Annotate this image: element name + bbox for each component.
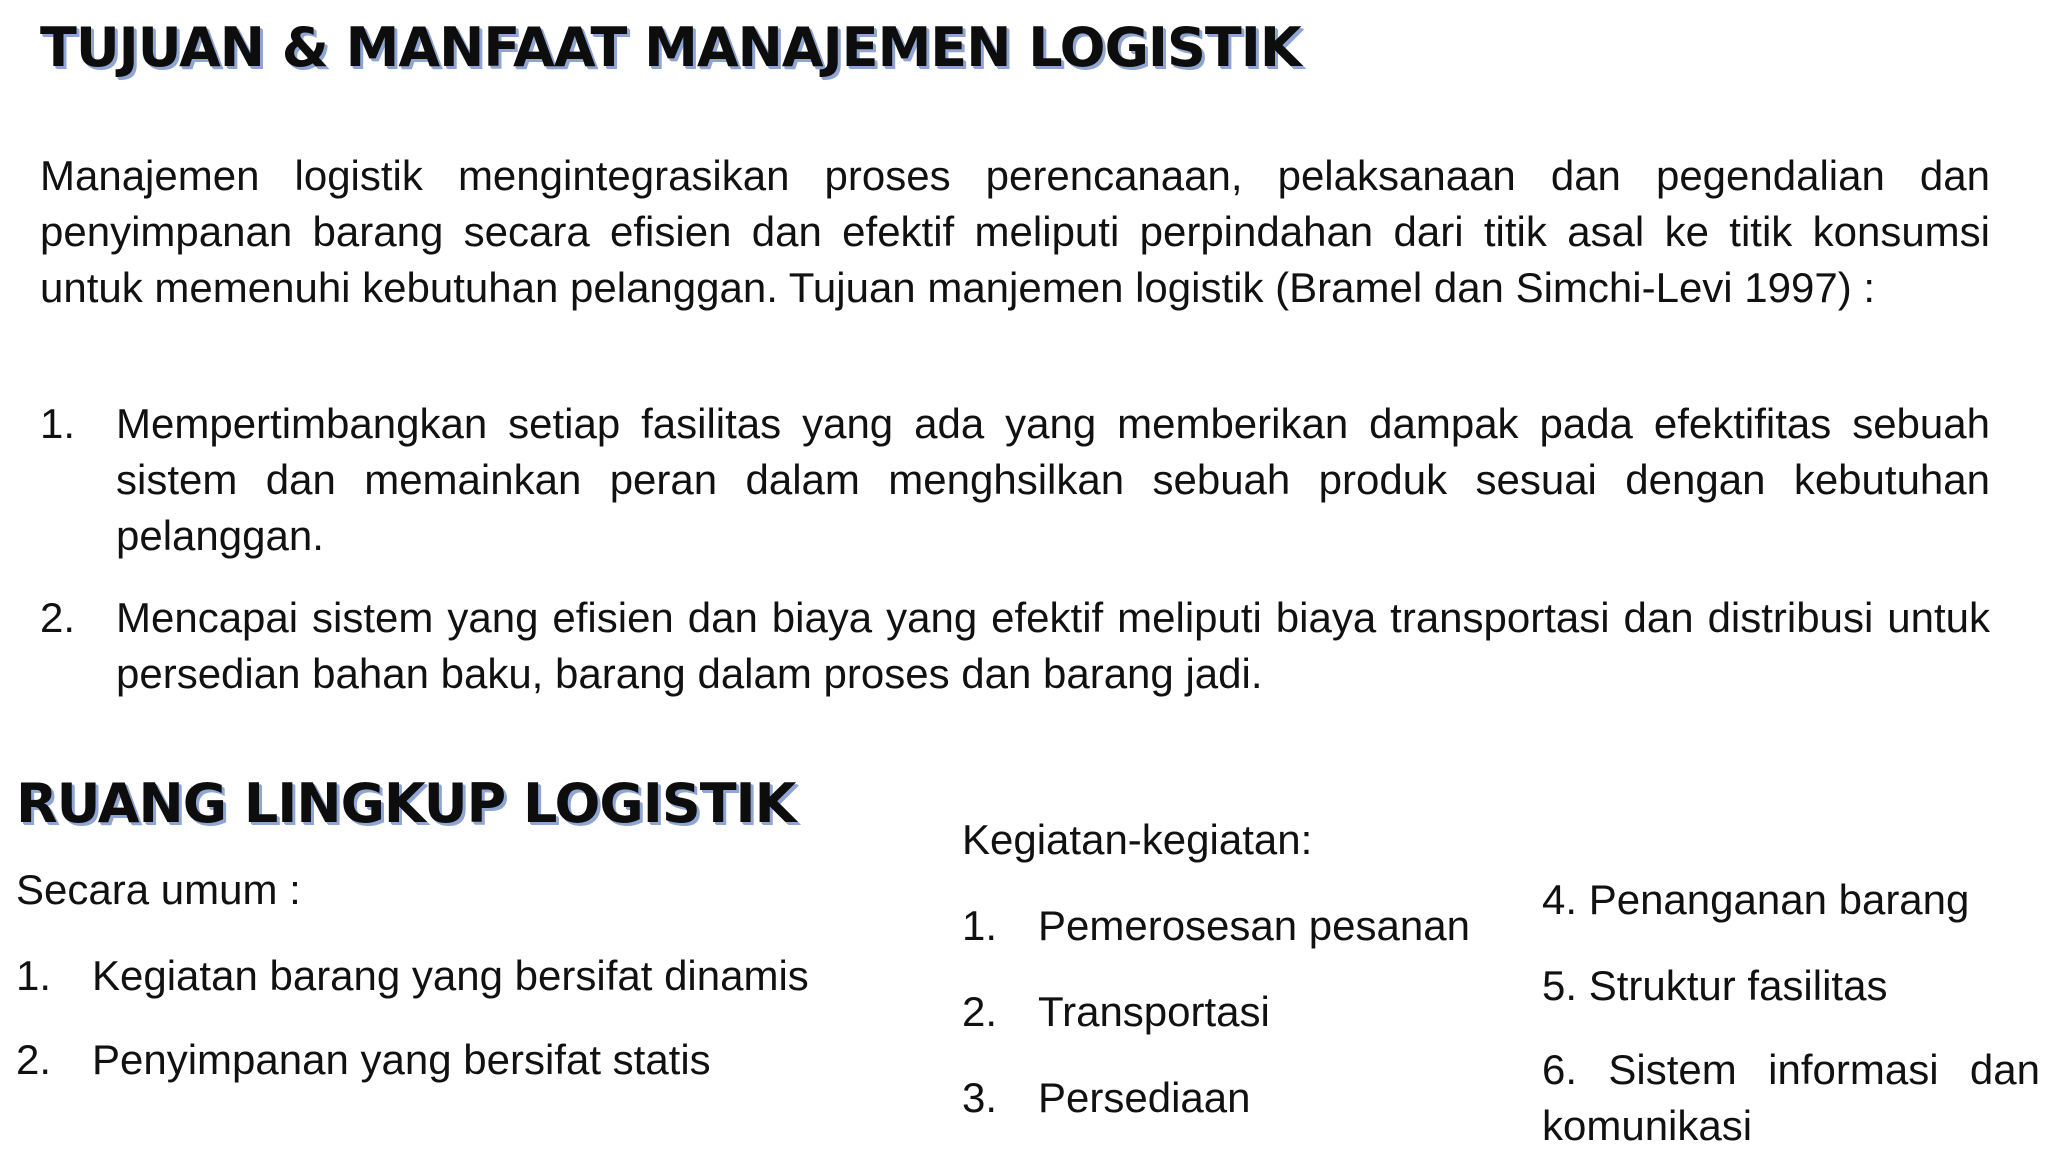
activity-text: Persediaan xyxy=(1038,1074,1251,1121)
activity-number: 2. xyxy=(962,988,998,1035)
activity-item xyxy=(962,898,1470,954)
activity-item xyxy=(1542,1042,2040,1154)
goals-list xyxy=(40,396,1990,728)
activity-item: 5. Struktur fasilitas xyxy=(1542,962,1888,1009)
activity-number: 3. xyxy=(962,1074,998,1121)
goal-number: 1. xyxy=(40,400,76,447)
activity-text-line1: 6. Sistem informasi dan xyxy=(1542,1046,2040,1093)
scope-intro: Secara umum : xyxy=(16,866,301,913)
scope-number: 1. xyxy=(16,952,52,999)
goal-text: Mempertimbangkan setiap fasilitas yang ada yang memberikan dampak pada efektifitas sebuah sistem dan memainkan peran dalam menghsilkan sebuah produk sesuai dengan kebutuhan pelanggan. xyxy=(116,400,1990,559)
activity-item xyxy=(962,984,1270,1040)
scope-text: Penyimpanan yang bersifat statis xyxy=(92,1036,711,1083)
activities-label: Kegiatan-kegiatan: xyxy=(962,816,1313,863)
goal-item xyxy=(40,396,1990,564)
activity-text-line2: komunikasi xyxy=(1542,1102,1753,1149)
goal-text: Mencapai sistem yang efisien dan biaya yang efektif meliputi biaya transportasi dan distribusi untuk persedian bahan baku, barang dalam proses dan barang jadi. xyxy=(116,594,1990,697)
goal-number: 2. xyxy=(40,594,76,641)
intro-paragraph: Manajemen logistik mengintegrasikan proses perencanaan, pelaksanaan dan pegendalian dan penyimpanan barang secara efisien dan efektif meliputi perpindahan dari titik asal ke titik konsumsi untuk memenuhi kebutuhan pelanggan. Tujuan manjemen logistik (Bramel dan Simchi-Levi 1997) : xyxy=(40,152,1990,311)
scope-item xyxy=(16,948,809,1004)
goal-item xyxy=(40,590,1990,702)
activity-number: 1. xyxy=(962,902,998,949)
section-title-scope: RUANG LINGKUP LOGISTIK xyxy=(16,772,796,835)
scope-text: Kegiatan barang yang bersifat dinamis xyxy=(92,952,809,999)
activity-item: 4. Penanganan barang xyxy=(1542,876,1970,923)
activity-text: Transportasi xyxy=(1038,988,1270,1035)
activity-item xyxy=(962,1070,1250,1126)
scope-number: 2. xyxy=(16,1036,52,1083)
scope-item xyxy=(16,1032,711,1088)
activity-text: Pemerosesan pesanan xyxy=(1038,902,1470,949)
page-title: TUJUAN & MANFAAT MANAJEMEN LOGISTIK xyxy=(40,16,1301,79)
